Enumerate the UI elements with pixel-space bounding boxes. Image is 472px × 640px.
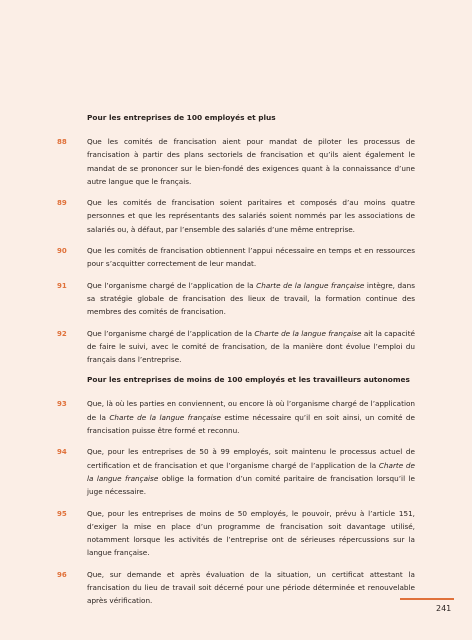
text-segment: oblige la formation d’un comité paritaire de francisation lorsqu’il le juge nécessaire. bbox=[87, 473, 416, 497]
recommendation-text: Que les comités de francisation aient pour mandat de piloter les processus de francisation à partir des plans sectoriels de francisation et qu’ils aient également le mandat de se prononcer sur le bien-fondé des exigences quant à la connaissance d’une autre langue que le français. bbox=[87, 137, 415, 186]
charter-title: Charte de la langue française bbox=[256, 280, 365, 290]
recommendation-number: 94 bbox=[57, 448, 67, 457]
text-segment: Que l’organisme chargé de l’application de la bbox=[87, 280, 257, 290]
recommendation-93 bbox=[57, 397, 415, 437]
recommendation-number: 96 bbox=[57, 570, 67, 579]
recommendation-text: Que les comités de francisation obtiennent l’appui nécessaire en temps et en ressources pour s’acquitter correctement de leur mandat. bbox=[87, 246, 415, 269]
recommendation-number: 90 bbox=[57, 247, 67, 256]
section-heading-large-companies: Pour les entreprises de 100 employés et plus bbox=[87, 113, 276, 122]
recommendation-91 bbox=[57, 279, 415, 319]
recommendation-number: 91 bbox=[57, 281, 67, 290]
recommendation-number: 88 bbox=[57, 138, 67, 146]
recommendation-95 bbox=[57, 507, 415, 560]
recommendation-text bbox=[87, 279, 415, 319]
footer-rule bbox=[400, 598, 454, 600]
section-heading-small-companies: Pour les entreprises de moins de 100 employés et les travailleurs autonomes bbox=[87, 375, 410, 385]
charter-title: Charte de la langue française bbox=[87, 460, 415, 483]
recommendation-89 bbox=[57, 196, 415, 236]
recommendation-text: Que les comités de francisation soient paritaires et composés d’au moins quatre personnes et que les représentants des salariés soient nommés par les associations de salariés ou, à défaut, par l’ensemble des salariés d’une même entreprise. bbox=[87, 198, 415, 234]
recommendation-number: 93 bbox=[57, 400, 67, 409]
recommendation-text: Que, pour les entreprises de moins de 50 employés, le pouvoir, prévu à l’article 151, d’exiger la mise en place d’un programme de francisation soit davantage utilisé, notamment lorsque les activités de l’entreprise ont de sérieuses répercussions sur la langue française. bbox=[87, 508, 415, 558]
charter-title: Charte de la langue française bbox=[109, 412, 221, 422]
recommendation-90 bbox=[57, 244, 415, 271]
recommendation-number: 95 bbox=[57, 509, 67, 518]
recommendation-number: 89 bbox=[57, 199, 67, 208]
recommendation-text bbox=[87, 445, 415, 498]
text-segment: intègre, dans sa stratégie globale de francisation des lieux de travail, la formation continue des membres des comités de francisation. bbox=[87, 280, 415, 317]
recommendation-92 bbox=[57, 327, 415, 367]
recommendation-text bbox=[87, 327, 415, 367]
text-segment: Que l’organisme chargé de l’application de la bbox=[87, 328, 255, 338]
recommendation-number: 92 bbox=[57, 329, 67, 338]
recommendation-text bbox=[87, 397, 415, 437]
text-segment: Que, là où les parties en conviennent, ou encore là où l’organisme chargé de l’application de la bbox=[87, 399, 415, 422]
text-segment: estime nécessaire qu’il en soit ainsi, un comité de francisation puisse être formé et reconnu. bbox=[87, 412, 415, 436]
text-segment: Que, pour les entreprises de 50 à 99 employés, soit maintenu le processus actuel de certification et de francisation et que l’organisme chargé de l’application de la bbox=[87, 447, 415, 470]
recommendation-94 bbox=[57, 445, 415, 498]
document-body bbox=[57, 112, 415, 616]
recommendation-96 bbox=[57, 568, 415, 608]
charter-title: Charte de la langue française bbox=[254, 328, 362, 338]
text-segment: ait la capacité de faire le suivi, avec le comité de francisation, de la manière dont évolue l’emploi du français dans l’entreprise. bbox=[87, 328, 415, 365]
recommendation-88 bbox=[57, 135, 415, 188]
page-number: 241 bbox=[436, 604, 452, 613]
recommendation-text: Que, sur demande et après évaluation de la situation, un certificat attestant la francisation du lieu de travail soit décerné pour une période déterminée et renouvelable après vérification. bbox=[87, 569, 415, 606]
